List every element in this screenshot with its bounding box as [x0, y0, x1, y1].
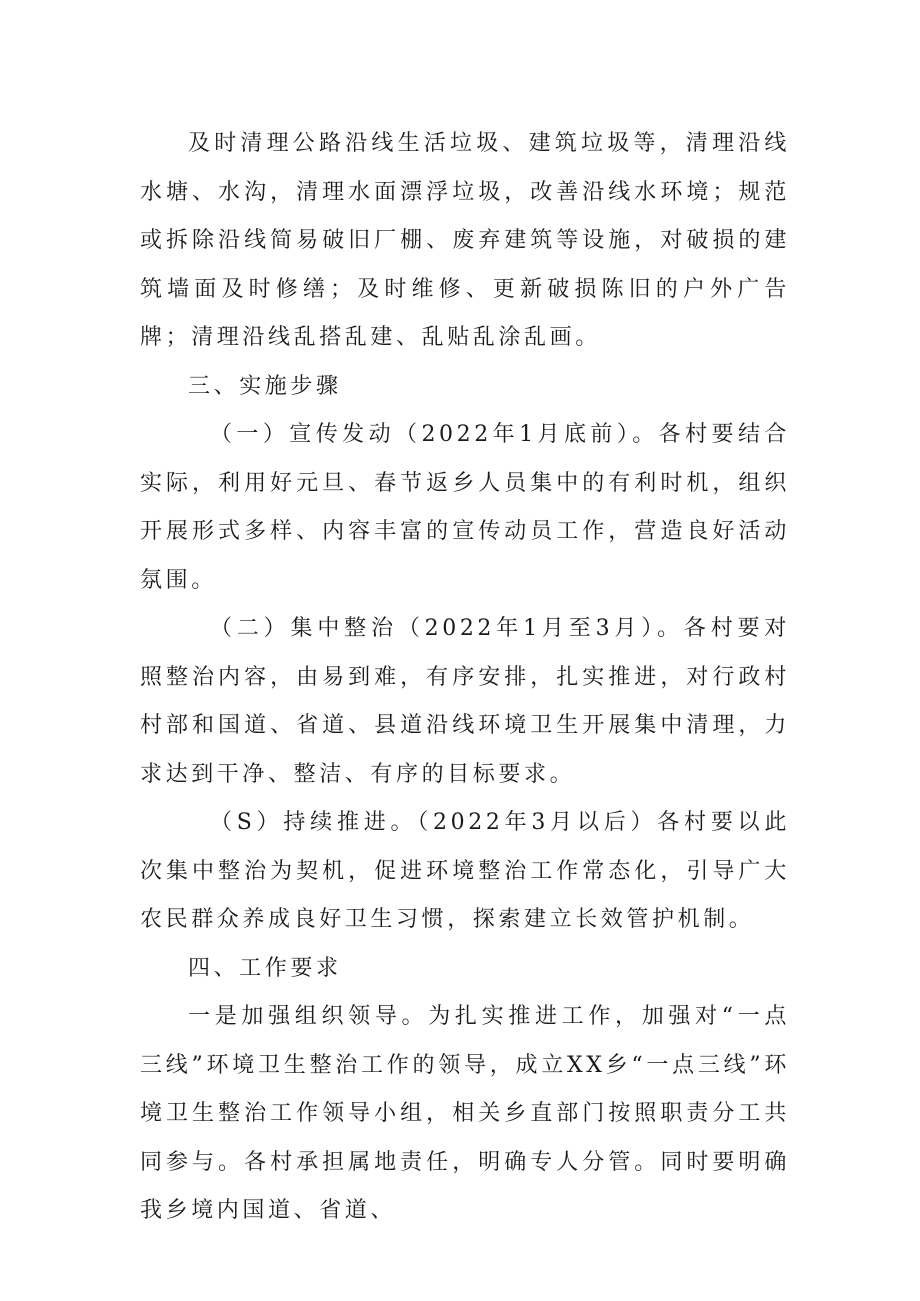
paragraph-strengthen-leadership: 一是加强组织领导。为扎实推进工作，加强对“一点三线”环境卫生整治工作的领导，成立XX乡“一点三线”环境卫生整治工作领导小组，相关乡直部门按照职责分工共同参与。各村承担属地责任，明确专人分管。同时要明确我乡境内国道、省道、 [140, 1004, 790, 1223]
section-heading-work-requirements: 四、工作要求 [188, 955, 342, 981]
paragraph-cleanup-measures: 及时清理公路沿线生活垃圾、建筑垃圾等，清理沿线水塘、水沟，清理水面漂浮垃圾，改善沿线水环境；规范或拆除沿线简易破旧厂棚、废弃建筑等设施，对破损的建筑墙面及时修缮；及时维修、更新破损陈旧的户外广告牌；清理沿线乱搭乱建、乱贴乱涂乱画。 [140, 131, 790, 350]
document-body [140, 120, 790, 1236]
paragraph-step-concentrated-rectification: （二）集中整治（2022年1月至3月）。各村要对照整治内容，由易到难，有序安排，扎实推进，对行政村村部和国道、省道、县道沿线环境卫生开展集中清理，力求达到干净、整洁、有序的目标要求。 [140, 616, 790, 787]
paragraph-step-continued-promotion: （S）持续推进。（2022年3月以后）各村要以此次集中整治为契机，促进环境整治工作常态化，引导广大农民群众养成良好卫生习惯，探索建立长效管护机制。 [140, 810, 790, 932]
paragraph-step-publicity: （一）宣传发动（2022年1月底前）。各村要结合实际，利用好元旦、春节返乡人员集中的有利时机，组织开展形式多样、内容丰富的宣传动员工作，营造良好活动氛围。 [140, 422, 790, 593]
section-heading-implementation-steps: 三、实施步骤 [188, 373, 342, 399]
